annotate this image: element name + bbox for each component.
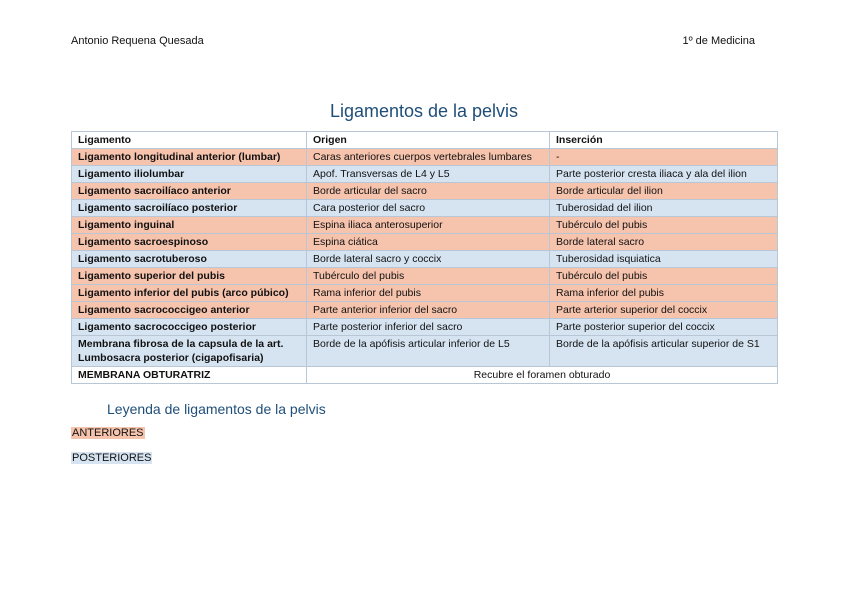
ligament-origin: Borde de la apófisis articular inferior de L5 [307, 336, 550, 367]
table-row [72, 183, 778, 200]
column-header-origen: Origen [307, 132, 550, 149]
author-name: Antonio Requena Quesada [71, 35, 204, 47]
legend-posterior: POSTERIORES [72, 452, 152, 464]
ligament-insertion: Borde lateral sacro [550, 234, 778, 251]
ligament-name: Ligamento sacroilíaco posterior [72, 200, 307, 217]
ligament-name: Ligamento sacroilíaco anterior [72, 183, 307, 200]
ligament-insertion: Tuberosidad del ilion [550, 200, 778, 217]
ligament-origin: Parte posterior inferior del sacro [307, 319, 550, 336]
ligament-origin: Apof. Transversas de L4 y L5 [307, 166, 550, 183]
ligament-origin: Borde lateral sacro y coccix [307, 251, 550, 268]
table-row [72, 200, 778, 217]
table-row [72, 234, 778, 251]
ligament-insertion: Parte arterior superior del coccix [550, 302, 778, 319]
ligament-origin: Cara posterior del sacro [307, 200, 550, 217]
ligament-name: Ligamento inferior del pubis (arco púbico) [72, 285, 307, 302]
ligament-name: Ligamento inguinal [72, 217, 307, 234]
ligament-name: Ligamento longitudinal anterior (lumbar) [72, 149, 307, 166]
ligament-name: Ligamento sacrotuberoso [72, 251, 307, 268]
legend-anterior: ANTERIORES [72, 427, 144, 439]
ligament-name: Ligamento iliolumbar [72, 166, 307, 183]
ligament-origin: Tubérculo del pubis [307, 268, 550, 285]
ligament-insertion: Borde articular del ilion [550, 183, 778, 200]
ligament-origin: Rama inferior del pubis [307, 285, 550, 302]
ligament-insertion: - [550, 149, 778, 166]
ligament-insertion: Tubérculo del pubis [550, 268, 778, 285]
table-row-membrana-obturatriz [72, 367, 778, 384]
ligament-name: Ligamento sacroespinoso [72, 234, 307, 251]
ligament-origin: Parte anterior inferior del sacro [307, 302, 550, 319]
legend-title: Leyenda de ligamentos de la pelvis [107, 401, 326, 417]
ligament-insertion: Rama inferior del pubis [550, 285, 778, 302]
ligament-insertion: Tubérculo del pubis [550, 217, 778, 234]
table-row [72, 149, 778, 166]
table-row [72, 166, 778, 183]
ligament-name: Ligamento sacrococcigeo posterior [72, 319, 307, 336]
ligament-name: Ligamento sacrococcigeo anterior [72, 302, 307, 319]
ligament-description: Recubre el foramen obturado [307, 367, 778, 384]
page-title: Ligamentos de la pelvis [329, 101, 519, 121]
table-header-row [72, 132, 778, 149]
table-row [72, 336, 778, 367]
ligaments-table [71, 131, 778, 384]
ligament-insertion: Borde de la apófisis articular superior de S1 [550, 336, 778, 367]
table-row [72, 251, 778, 268]
ligament-name: Membrana fibrosa de la capsula de la art. Lumbosacra posterior (cigapofisaria) [72, 336, 307, 367]
course-label: 1º de Medicina [682, 35, 755, 47]
ligament-origin: Espina ciática [307, 234, 550, 251]
ligament-origin: Espina iliaca anterosuperior [307, 217, 550, 234]
table-row [72, 285, 778, 302]
column-header-insercion: Inserción [550, 132, 778, 149]
ligament-name: Ligamento superior del pubis [72, 268, 307, 285]
column-header-ligamento: Ligamento [72, 132, 307, 149]
ligament-origin: Caras anteriores cuerpos vertebrales lumbares [307, 149, 550, 166]
ligament-insertion: Parte posterior cresta iliaca y ala del ilion [550, 166, 778, 183]
table-row [72, 319, 778, 336]
table-row [72, 302, 778, 319]
ligament-name: MEMBRANA OBTURATRIZ [72, 367, 307, 384]
ligament-insertion: Tuberosidad isquiatica [550, 251, 778, 268]
ligament-origin: Borde articular del sacro [307, 183, 550, 200]
table-row [72, 217, 778, 234]
ligament-insertion: Parte posterior superior del coccix [550, 319, 778, 336]
table-row [72, 268, 778, 285]
